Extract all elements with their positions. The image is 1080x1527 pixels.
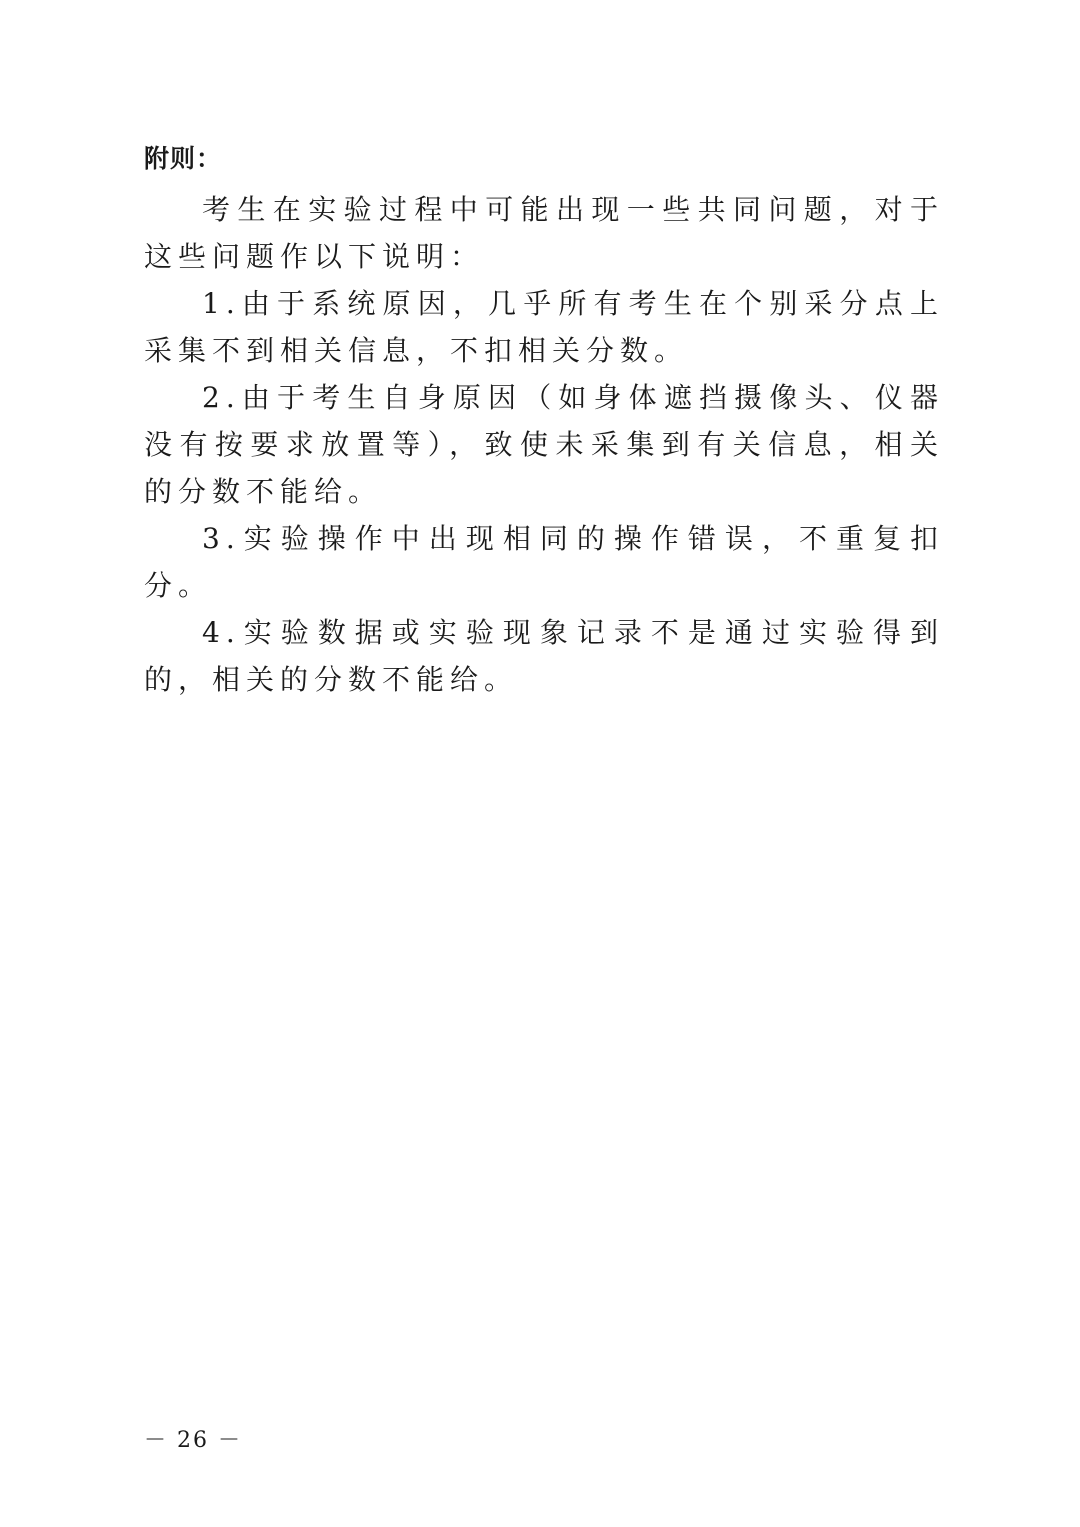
section-heading: 附则： [144, 144, 223, 173]
intro-paragraph: 考生在实验过程中可能出现一些共同问题，对于这些问题作以下说明： [144, 193, 944, 273]
rule-item-1: 1.由于系统原因，几乎所有考生在个别采分点上采集不到相关信息，不扣相关分数。 [144, 287, 944, 367]
rule-item-3: 3.实验操作中出现相同的操作错误，不重复扣分。 [144, 522, 944, 602]
rule-item-4: 4.实验数据或实验现象记录不是通过实验得到的，相关的分数不能给。 [144, 616, 944, 696]
document-body [144, 140, 944, 703]
rule-item-2: 2.由于考生自身原因（如身体遮挡摄像头、仪器没有按要求放置等），致使未采集到有关信息，相关的分数不能给。 [144, 381, 944, 508]
page-number: － 26 － [144, 1428, 242, 1453]
